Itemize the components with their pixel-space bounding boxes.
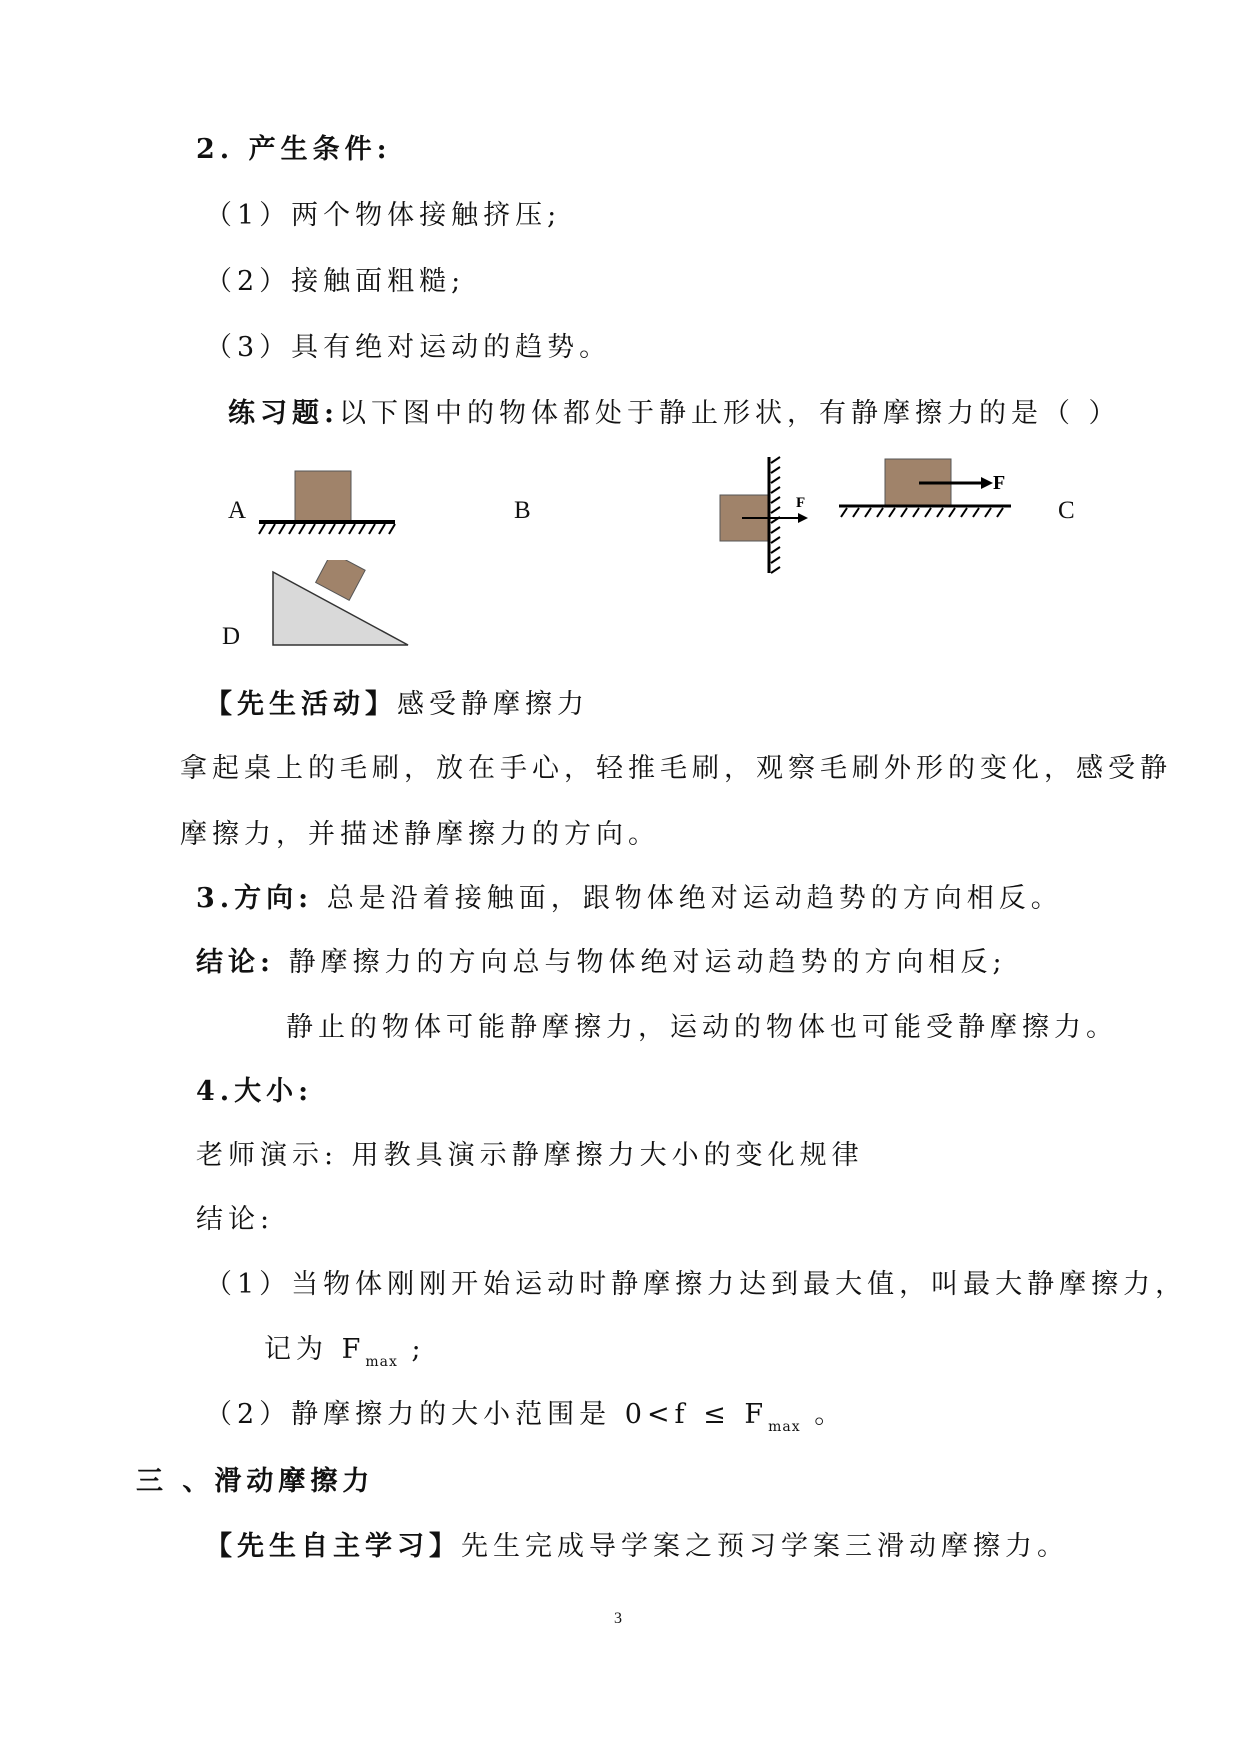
option-b-label: B — [514, 497, 531, 524]
section-4-item-2 — [205, 1398, 846, 1444]
activity-line — [205, 688, 589, 722]
activity-title: 感受静摩擦力 — [397, 689, 589, 720]
self-study-text: 先生完成导学案之预习学案三滑动摩擦力。 — [461, 1531, 1069, 1562]
section-4-item-1-line-1: （1）当物体刚刚开始运动时静摩擦力达到最大值，叫最大静摩擦力， — [205, 1269, 1188, 1300]
section-4-item-1-line-2 — [264, 1333, 426, 1379]
range-suffix: 。 — [800, 1399, 847, 1430]
condition-item-1: （1）两个物体接触挤压; — [205, 200, 562, 231]
figure-d-block-on-incline — [268, 560, 413, 650]
figure-c-block-pushed — [835, 455, 1015, 520]
page-number: 3 — [614, 1610, 622, 1627]
condition-item-2: （2）接触面粗糙; — [205, 266, 466, 297]
conclusion-text-1: 静摩擦力的方向总与物体绝对运动趋势的方向相反; — [288, 947, 1007, 978]
activity-body-line-1: 拿起桌上的毛刷，放在手心，轻推毛刷，观察毛刷外形的变化，感受静 — [180, 753, 1172, 784]
force-arrowhead-c — [981, 477, 993, 489]
self-study-line — [205, 1530, 1069, 1564]
section-4-demo: 老师演示: 用教具演示静摩擦力大小的变化规律 — [196, 1140, 864, 1171]
figure-b-block-against-wall — [712, 455, 817, 575]
block-d-group — [316, 560, 366, 600]
section-3-text: 总是沿着接触面，跟物体绝对运动趋势的方向相反。 — [326, 883, 1063, 914]
conclusion-line-1 — [196, 946, 1007, 980]
fmax-prefix: 记为 F — [264, 1334, 366, 1365]
range-subscript: max — [768, 1419, 801, 1435]
block-d — [316, 560, 366, 600]
block-a — [295, 471, 351, 521]
force-label-c: F — [993, 472, 1006, 494]
exercise-label: 练习题: — [228, 398, 339, 429]
exercise-line — [228, 397, 1121, 431]
force-arrowhead-b — [798, 513, 808, 523]
option-c-label: C — [1058, 497, 1075, 524]
section-2-heading: 2. 产生条件: — [196, 134, 392, 165]
section-3-line — [196, 882, 1063, 916]
self-study-label: 【先生自主学习】 — [205, 1531, 461, 1562]
fmax-subscript: max — [365, 1354, 398, 1370]
section-4-heading: 4.大小: — [196, 1076, 314, 1107]
ground-hatch-c — [841, 508, 1003, 517]
exercise-text: 以下图中的物体都处于静止形状，有静摩擦力的是（ ） — [338, 398, 1121, 429]
condition-item-3: （3）具有绝对运动的趋势。 — [205, 332, 612, 363]
section-3-label: 3.方向: — [196, 883, 314, 914]
section-4-conclusion-label: 结论: — [196, 1204, 275, 1235]
force-label-b: F — [796, 495, 806, 511]
option-a-label: A — [228, 497, 247, 524]
ground-hatch-a — [259, 524, 395, 534]
activity-body-line-2: 摩擦力，并描述静摩擦力的方向。 — [180, 819, 660, 850]
figure-a-block-on-ground — [255, 465, 405, 540]
conclusion-line-2: 静止的物体可能静摩擦力，运动的物体也可能受静摩擦力。 — [286, 1012, 1118, 1043]
activity-label: 【先生活动】 — [205, 689, 397, 720]
range-prefix: （2）静摩擦力的大小范围是 0<f ≤ F — [205, 1399, 769, 1430]
conclusion-label: 结论: — [196, 947, 275, 978]
option-d-label: D — [222, 623, 241, 650]
wall-hatch-b — [771, 457, 780, 573]
fmax-suffix: ; — [397, 1334, 426, 1365]
part-3-heading: 三 、滑动摩擦力 — [136, 1466, 375, 1497]
